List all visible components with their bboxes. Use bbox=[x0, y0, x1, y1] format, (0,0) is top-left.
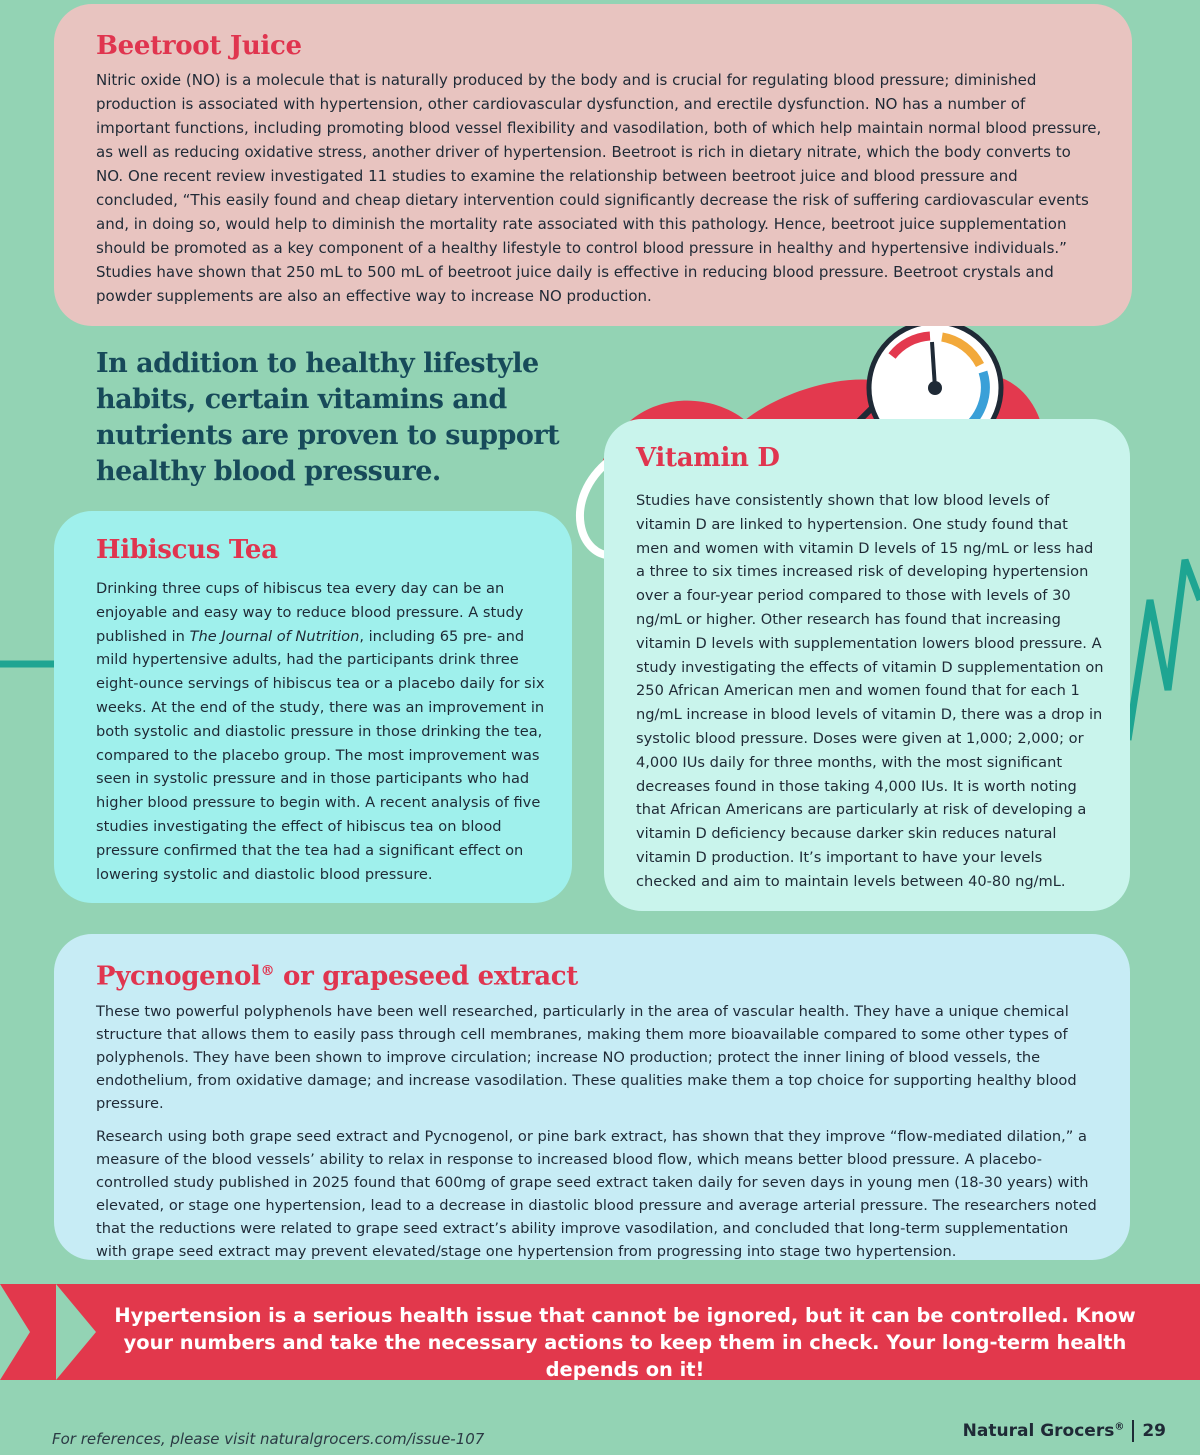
page-footer-brand bbox=[963, 1420, 1166, 1442]
references-note: For references, please visit naturalgrocers.com/issue-107 bbox=[52, 1430, 485, 1448]
vitamin-d-body: Studies have consistently shown that low blood levels of vitamin D are linked to hypertension. One study found that men and women with vitamin D levels of 15 ng/mL or less had a three to six times increased risk of developing hypertension over a four-year period compared to those with levels of 30 ng/mL or higher. Other research has found that increasing vitamin D levels with supplementation lowers blood pressure. A study investigating the effects of vitamin D supplementation on 250 African American men and women found that for each 1 ng/mL increase in blood levels of vitamin D, there was a drop in systolic blood pressure. Doses were given at 1,000; 2,000; or 4,000 IUs daily for three months, with the most significant decreases found in those taking 4,000 IUs. It is worth noting that African Americans are particularly at risk of developing a vitamin D deficiency because darker skin reduces natural vitamin D production. It’s important to have your levels checked and aim to maintain levels between 40-80 ng/mL. bbox=[636, 492, 1104, 890]
pycnogenol-card bbox=[54, 934, 1130, 1260]
footer-divider bbox=[1132, 1420, 1134, 1442]
registered-mark: ® bbox=[260, 963, 275, 979]
pycnogenol-title bbox=[96, 954, 1102, 994]
journal-name: The Journal of Nutrition bbox=[189, 627, 360, 645]
vitamin-d-card bbox=[604, 419, 1130, 911]
beetroot-juice-card bbox=[54, 4, 1132, 326]
hibiscus-body-after: , including 65 pre- and mild hypertensive adults, had the participants drink three eight-ounce servings of hibiscus tea or a placebo daily for six weeks. At the end of the study, there was an improvement in both systolic and diastolic pressure in those drinking the tea, compared to the placebo group. The most improvement was seen in systolic pressure and in those participants who had higher blood pressure to begin with. A recent analysis of five studies investigating the effect of hibiscus tea on blood pressure confirmed that the tea had a significant effect on lowering systolic and diastolic blood pressure. bbox=[96, 627, 545, 883]
page-number: 29 bbox=[1142, 1421, 1166, 1441]
pycnogenol-title-a: Pycnogenol bbox=[96, 961, 261, 992]
vitamin-d-title: Vitamin D bbox=[636, 443, 780, 473]
hibiscus-tea-body bbox=[96, 577, 548, 886]
brand-registered-mark: ® bbox=[1114, 1421, 1125, 1433]
pycnogenol-paragraph-1: These two powerful polyphenols have been well researched, particularly in the area of vascular health. They have a unique chemical structure that allows them to easily pass through cell membranes, making them more bioavailable compared to some other types of polyphenols. They have been shown to improve circulation; increase NO production; protect the inner lining of blood vessels, the endothelium, from oxidative damage; and increase vasodilation. These qualities make them a top choice for supporting healthy blood pressure. bbox=[96, 1002, 1077, 1112]
beetroot-juice-body: Nitric oxide (NO) is a molecule that is naturally produced by the body and is crucial for regulating blood pressure; diminished production is associated with hypertension, other cardiovascular dysfunction, and erectile dysfunction. NO has a number of important functions, including promoting blood vessel flexibility and vasodilation, both of which help maintain normal blood pressure, as well as reducing oxidative stress, another driver of hypertension. Beetroot is rich in dietary nitrate, which the body converts to NO. One recent review investigated 11 studies to examine the relationship between beetroot juice and blood pressure and concluded, “This easily found and cheap dietary intervention could significantly decrease the risk of suffering cardiovascular events and, in doing so, would help to diminish the mortality rate associated with this pathology. Hence, beetroot juice supplementation should be promoted as a key component of a healthy lifestyle to control blood pressure in healthy and hypertensive individuals.” Studies have shown that 250 mL to 500 mL of beetroot juice daily is effective in reducing blood pressure. Beetroot crystals and powder supplements are also an effective way to increase NO production. bbox=[96, 71, 1102, 305]
page-headline: In addition to healthy lifestyle habits, certain vitamins and nutrients are proven to support healthy blood pressure. bbox=[96, 348, 560, 487]
pycnogenol-paragraph-2: Research using both grape seed extract and Pycnogenol, or pine bark extract, has shown that they improve “flow-mediated dilation,” a measure of the blood vessels’ ability to relax in response to increased blood flow, which means better blood pressure. A placebo-controlled study published in 2025 found that 600mg of grape seed extract taken daily for seven days in young men (18-30 years) with elevated, or stage one hypertension, lead to a decrease in diastolic blood pressure and average arterial pressure. The researchers noted that the reductions were related to grape seed extract’s ability improve vasodilation, and concluded that long-term supplementation with grape seed extract may prevent elevated/stage one hypertension from progressing into stage two hypertension. bbox=[96, 1127, 1097, 1260]
callout-banner-text: Hypertension is a serious health issue that cannot be ignored, but it can be controlled. Know your numbers and take the necessary actions to keep them in check. Your long-term health depends on it! bbox=[114, 1304, 1136, 1381]
hibiscus-tea-title: Hibiscus Tea bbox=[96, 535, 278, 565]
beetroot-juice-title: Beetroot Juice bbox=[96, 31, 302, 61]
hibiscus-body-before: Drinking three cups of hibiscus tea every day can be an enjoyable and easy way to reduce blood pressure. A study published in bbox=[96, 580, 524, 645]
pycnogenol-title-b: or grapeseed extract bbox=[274, 961, 578, 992]
brand-name: Natural Grocers bbox=[962, 1421, 1115, 1441]
hibiscus-tea-card bbox=[54, 511, 572, 903]
heartbeat-line-right bbox=[1128, 560, 1200, 740]
